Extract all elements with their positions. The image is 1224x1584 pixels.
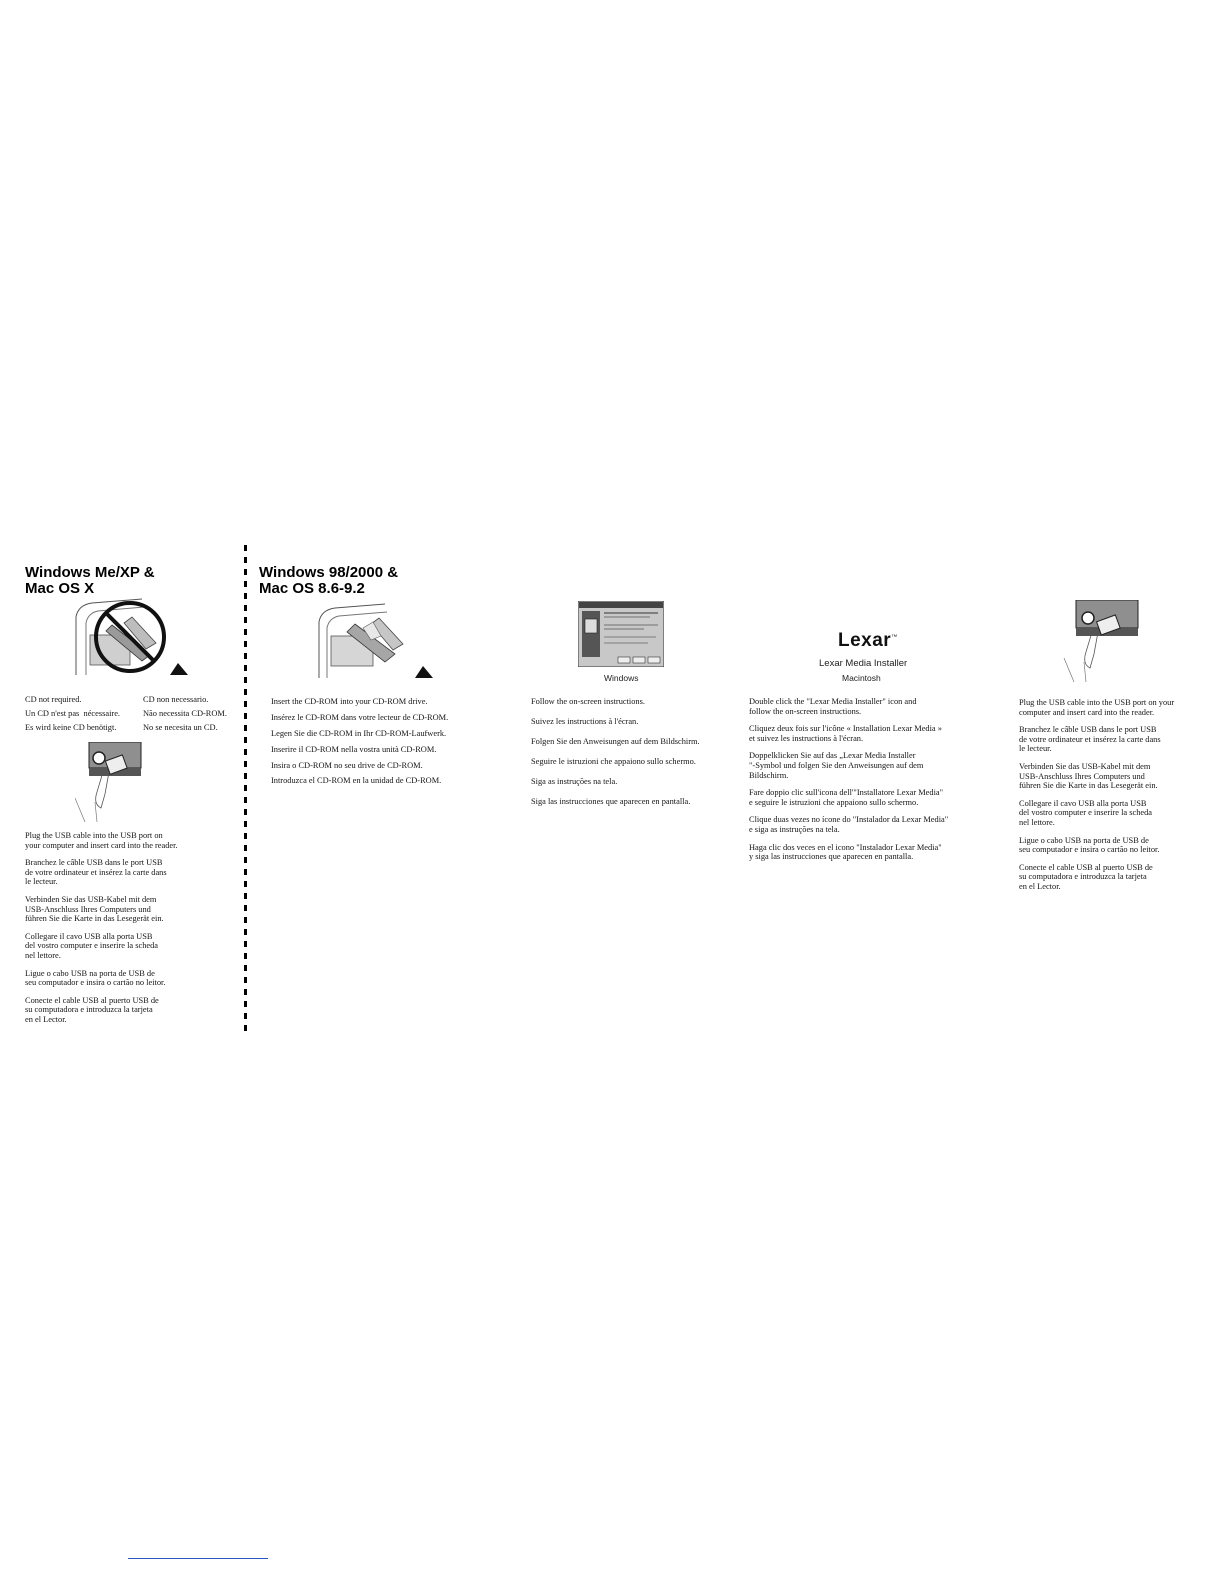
divider-dash [244,977,247,983]
col1-usb-instructions [25,831,230,1033]
col1-heading [25,565,155,597]
divider-dash [244,689,247,695]
divider-dash [244,929,247,935]
col1-usb-fr: Branchez le câble USB dans le port USB de votre ordinateur et insérez la carte dans le lecteur. [25,858,167,887]
divider-dash [244,725,247,731]
cdrom-pt: Insira o CD-ROM no seu drive de CD-ROM. [271,760,423,770]
footer-rule [128,1558,268,1559]
lexar-logo [838,630,898,652]
cd-not-required-right [143,695,243,733]
divider-dash [244,1001,247,1007]
divider-dash [244,701,247,707]
installer-fr: Cliquez deux fois sur l'icône « Installation Lexar Media » et suivez les instructions à l'écran. [749,724,942,743]
cd-left-line-1: CD not required. [25,695,82,704]
divider-dash [244,665,247,671]
follow-pt: Siga as instruções na tela. [531,776,618,786]
col5-usb-instructions [1019,698,1219,900]
col1-usb-en: Plug the USB cable into the USB port on your computer and insert card into the reader. [25,831,178,850]
col5-usb-fr: Branchez le câble USB dans le port USB de votre ordinateur et insérez la carte dans le lecteur. [1019,725,1161,754]
col5-usb-es: Conecte el cable USB al puerto USB de su computadora e introduzca la tarjeta en el Lector. [1019,862,1153,891]
usb-plug-illustration-2 [1062,600,1140,684]
col1-usb-pt: Ligue o cabo USB na porta de USB de seu computador e insira o cartão no leitor. [25,968,166,988]
divider-dash [244,785,247,791]
installer-en: Double click the "Lexar Media Installer" icon and follow the on-screen instructions. [749,697,917,716]
divider-dash [244,545,247,551]
divider-dash [244,557,247,563]
col1-heading-line2: Mac OS X [25,580,95,597]
divider-dash [244,941,247,947]
divider-dash [244,773,247,779]
divider-dash [244,737,247,743]
cd-not-required-left [25,695,145,733]
divider-dash [244,965,247,971]
divider-dash [244,869,247,875]
divider-dash [244,761,247,767]
installer-de: Doppelklicken Sie auf das „Lexar Media Installer "-Symbol und folgen Sie den Anweisungen auf dem Bildschirm. [749,751,924,780]
lexar-trademark: ™ [891,634,898,641]
cd-right-line-3: No se necesita un CD. [143,723,218,733]
installer-pt: Clique duas vezes no ícone do "Instalador da Lexar Media" e siga as instruções na tela. [749,815,949,834]
col4-installer-instructions [749,697,984,870]
divider-dash [244,617,247,623]
follow-de: Folgen Sie den Anweisungen auf dem Bildschirm. [531,736,700,746]
col1-usb-it: Collegare il cavo USB alla porta USB del vostro computer e inserire la scheda nel lettore. [25,931,159,960]
cdrom-it: Inserire il CD-ROM nella vostra unità CD-ROM. [271,744,437,754]
cdrom-fr: Insérez le CD-ROM dans votre lecteur de CD-ROM. [271,712,449,722]
insert-cd-illustration [315,600,435,680]
lexar-logo-text: Lexar [838,630,892,651]
divider-dash [244,1013,247,1019]
divider-dash [244,821,247,827]
divider-dash [244,857,247,863]
follow-es: Siga las instrucciones que aparecen en pantalla. [531,796,691,806]
divider-dash [244,581,247,587]
cd-left-line-2: Un CD n'est pas nécessaire. [25,709,121,719]
col5-usb-pt: Ligue o cabo USB na porta de USB de seu computador e insira o cartão no leitor. [1019,835,1160,855]
divider-dash [244,605,247,611]
divider-dash [244,881,247,887]
divider-dash [244,953,247,959]
divider-dash [244,713,247,719]
divider-dash [244,641,247,647]
divider-dash [244,905,247,911]
installer-es: Haga clic dos veces en el icono "Instalador Lexar Media" y siga las instrucciones que aparecen en pantalla. [749,842,942,862]
divider-dash [244,569,247,575]
divider-dash [244,893,247,899]
col5-usb-de: Verbinden Sie das USB-Kabel mit dem USB-Anschluss Ihres Computers und führen Sie die Karte in das Lesegerät ein. [1019,761,1158,791]
col1-usb-de: Verbinden Sie das USB-Kabel mit dem USB-Anschluss Ihres Computers und führen Sie die Karte in das Lesegerät ein. [25,894,164,924]
follow-fr: Suivez les instructions à l'écran. [531,716,639,726]
usb-plug-illustration-1 [75,742,145,824]
col2-heading-line2: Mac OS 8.6-9.2 [259,580,365,597]
windows-installer-screenshot [578,601,664,667]
col2-heading [259,565,398,597]
cdrom-de: Legen Sie die CD-ROM in Ihr CD-ROM-Laufwerk. [271,728,447,738]
cdrom-es: Introduzca el CD-ROM en la unidad de CD-ROM. [271,776,442,786]
col2-cdrom-instructions [271,697,486,792]
divider-dash [244,845,247,851]
col3-onscreen-instructions [531,697,741,817]
cd-right-line-1: CD non necessario. [143,695,209,704]
col1-heading-line1: Windows Me/XP & [25,564,155,581]
divider-dash [244,989,247,995]
divider-dash [244,833,247,839]
divider-dash [244,809,247,815]
divider-dash [244,593,247,599]
follow-en: Follow the on-screen instructions. [531,697,645,706]
col1-usb-es: Conecte el cable USB al puerto USB de su computadora e introduzca la tarjeta en el Lector. [25,995,159,1024]
cdrom-en: Insert the CD-ROM into your CD-ROM drive. [271,697,428,706]
divider-dash [244,797,247,803]
divider-dash [244,653,247,659]
divider-dash [244,749,247,755]
cd-right-line-2: Não necessita CD-ROM. [143,709,227,719]
divider-dash [244,677,247,683]
lexar-installer-label: Lexar Media Installer [819,658,908,669]
cd-left-line-3: Es wird keine CD benötigt. [25,723,117,733]
divider-dash [244,917,247,923]
installer-it: Fare doppio clic sull'icona dell'"Installatore Lexar Media" e seguire le istruzioni che appaiono sullo schermo. [749,788,944,807]
divider-dash [244,1025,247,1031]
col2-heading-line1: Windows 98/2000 & [259,564,399,581]
macintosh-caption: Macintosh [842,673,881,683]
col5-usb-it: Collegare il cavo USB alla porta USB del vostro computer e inserire la scheda nel lettore. [1019,798,1153,827]
divider-dash [244,629,247,635]
windows-caption: Windows [604,673,639,683]
col5-usb-en: Plug the USB cable into the USB port on your computer and insert card into the reader. [1019,698,1175,717]
no-cd-illustration [72,595,190,679]
follow-it: Seguire le istruzioni che appaiono sullo schermo. [531,756,696,766]
